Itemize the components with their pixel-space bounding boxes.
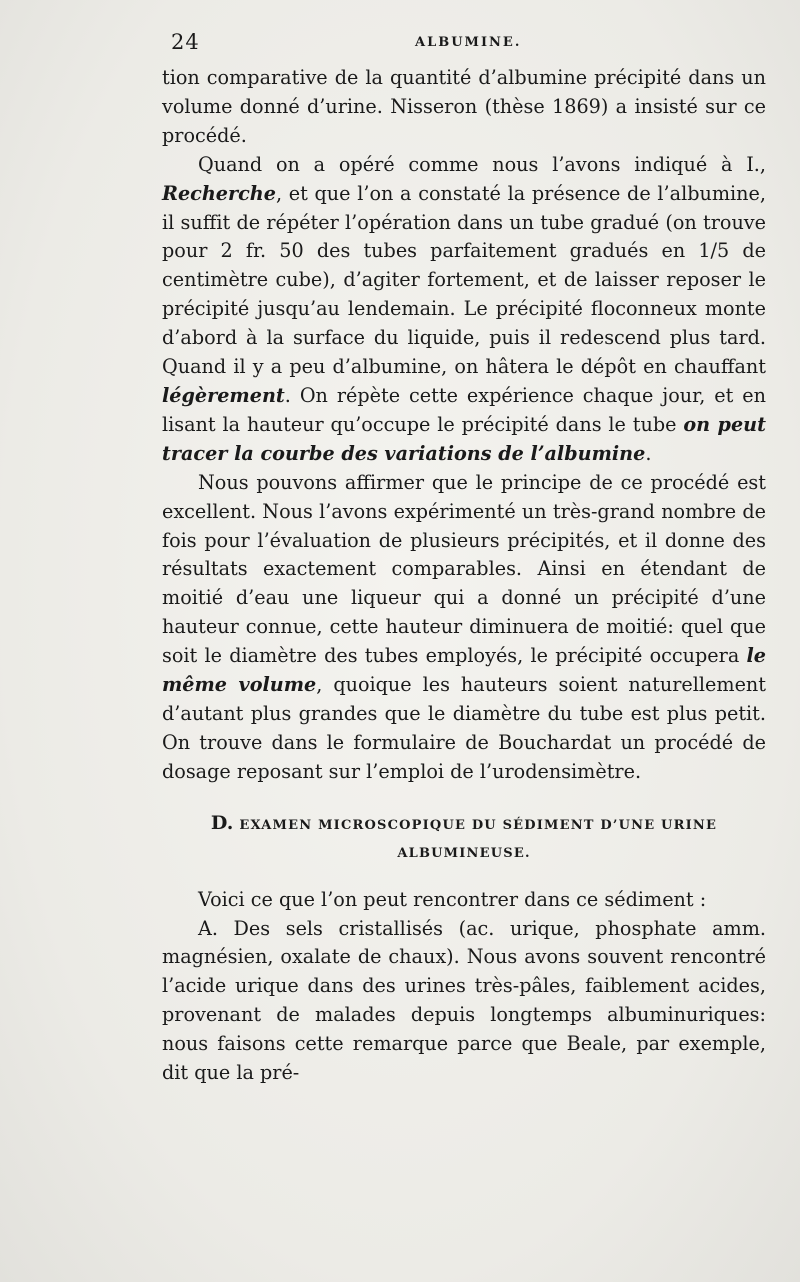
text-run: , et que l’on a constaté la présence de l’albumine, il suffit de répéter l’opération dans un tube gradué (on trouve pour 2 fr. 50 des tubes parfaitement gradués en 1/5 de centimètre cube), d’agiter fortement, et de laisser reposer le précipité jusqu’au lendemain. Le précipité floconneux monte d’abord à la surface du liquide, puis il redescend plus tard. Quand il y a peu d’albumine, on hâtera le dépôt en chauffant: [162, 181, 766, 379]
italic-run: Recherche: [162, 181, 276, 205]
running-title: ALBUMINE.: [415, 35, 522, 50]
section-heading-line-1: [162, 809, 766, 840]
text-run: .: [645, 441, 652, 465]
section-title: EXAMEN MICROSCOPIQUE DU SÉDIMENT D’UNE URINE: [239, 817, 718, 833]
text-run: . On répète cette expérience chaque jour, et en lisant la hauteur qu’occupe le précipité dans le tube: [162, 383, 766, 436]
section-heading: [162, 809, 766, 868]
paragraph-item-a: A. Des sels cristallisés (ac. urique, phosphate amm. magnésien, oxalate de chaux). Nous avons souvent rencontré l’acide urique dans des urines très-pâles, faiblement acides, provenant de malades depuis longtemps albuminuriques: nous faisons cette remarque parce que Beale, par exemple, dit que la pré-: [162, 916, 766, 1085]
italic-run: le même volume: [162, 644, 766, 697]
text-run: , quoique les hauteurs soient naturellement d’autant plus grandes que le diamètre du tube est plus petit. On trouve dans le formulaire de Bouchardat un procédé de dosage reposant sur l’emploi de l’urodensimètre.: [162, 673, 767, 783]
page-number: 24: [171, 30, 200, 54]
text-run: Nous pouvons affirmer que le principe de ce procédé est excellent. Nous l’avons expérimenté un très-grand nombre de fois pour l’évaluation de plusieurs précipités, et il donne des résultats exactement comparables. Ainsi en étendant de moitié d’eau une liqueur qui a donné un précipité d’une hauteur connue, cette hauteur diminuera de moitié: quel que soit le diamètre des tubes employés, le précipité occupera: [162, 470, 766, 668]
text-run: Quand on a opéré comme nous l’avons indiqué à I.,: [198, 152, 766, 176]
section-heading-line-2: ALBUMINEUSE.: [397, 845, 531, 861]
paragraph-intro: Voici ce que l’on peut rencontrer dans ce sédiment :: [198, 887, 707, 911]
italic-run: légèrement: [162, 383, 285, 407]
paragraph-evaluation: [162, 469, 766, 787]
italic-run: on peut tracer la courbe des variations de l’albumine: [162, 412, 766, 465]
body-text: [162, 64, 766, 1088]
section-letter: D.: [210, 811, 234, 834]
page-header: [165, 30, 765, 58]
paragraph-procedure: [162, 151, 766, 469]
paragraph-continued: tion comparative de la quantité d’albumine précipité dans un volume donné d’urine. Nisseron (thèse 1869) a insisté sur ce procédé.: [162, 66, 766, 147]
